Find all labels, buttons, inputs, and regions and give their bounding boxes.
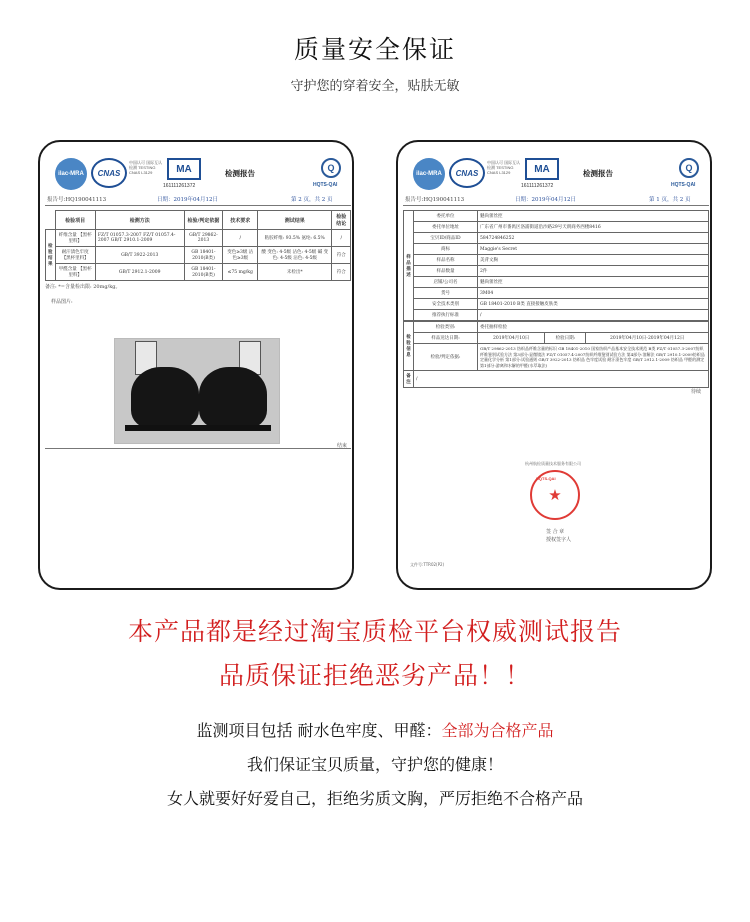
cnas-logo-icon: CNAS xyxy=(91,158,127,188)
table-cell: GB 18401-2010(B类) xyxy=(184,264,223,281)
table-cell: 魅尚蕾丝控 xyxy=(478,277,709,288)
table-cell: ≤75 mg/kg xyxy=(223,264,258,281)
table-cell: 耐汗渍色牢度 【黑杯里料】 xyxy=(55,247,95,264)
table-cell: 甲醛含量 【黑杯里料】 xyxy=(55,264,95,281)
promo-line-5: 女人就要好好爱自己，拒绝劣质文胸，严厉拒绝不合格产品 xyxy=(166,789,583,808)
table-cell: 商标 xyxy=(414,244,478,255)
table-cell: 3M04 xyxy=(478,288,709,299)
report-meta xyxy=(45,192,351,206)
cnas-logo-icon: CNAS xyxy=(449,158,485,188)
table-cell: 美背文胸 xyxy=(478,255,709,266)
table-cell: 符合 xyxy=(332,264,351,281)
table-cell: 样品数量 xyxy=(414,266,478,277)
table-cell: 宝贝ID/商品ID xyxy=(414,233,478,244)
table-row xyxy=(404,277,709,288)
cnas-text: 中国认可 国际互认 检测 TESTING CNAS L3129 xyxy=(487,160,521,175)
table-header: 检测方法 xyxy=(95,211,184,230)
bra-cup-icon xyxy=(131,367,199,429)
table-cell: 广东省广州市番禺区洛浦街道沿沙路29号天朗商务西楼8416 xyxy=(478,222,709,233)
table-header-row xyxy=(46,211,351,230)
table-row xyxy=(404,244,709,255)
organization-name: 杭州航检质量技术服务有限公司 xyxy=(525,461,581,466)
report-document xyxy=(403,154,709,395)
side-label: 检验结果 xyxy=(46,230,56,281)
table-row xyxy=(404,222,709,233)
table-row xyxy=(404,322,709,333)
cma-logo-icon: MA xyxy=(167,158,201,180)
table-header: 检验/判定依据 xyxy=(184,211,223,230)
report-meta xyxy=(403,192,709,206)
sign-label: 签 合 章 xyxy=(546,529,565,535)
table-cell: 检验类别: xyxy=(414,322,478,333)
check-table xyxy=(403,321,709,388)
promo-headline-1: 本产品都是经过淘宝质检平台权威测试报告 xyxy=(127,617,622,646)
table-cell: 纤维含量 【黑杯里料】 xyxy=(55,230,95,247)
table-cell: 2019年04月10日-2019年04月12日 xyxy=(586,333,709,344)
test-report-page-1 xyxy=(396,140,712,590)
hqts-logo-text: HQTS-QAI xyxy=(671,182,696,188)
table-cell: 委托单位地址 xyxy=(414,222,478,233)
table-row xyxy=(404,266,709,277)
table-cell: 粘胶纤维: 93.5% 氨纶: 6.5% xyxy=(258,230,332,247)
table-cell: 货号 xyxy=(414,288,478,299)
cma-logo-icon: MA xyxy=(525,158,559,180)
ilac-logo-icon: ilac-MRA xyxy=(413,158,445,190)
table-header: 技术要求 xyxy=(223,211,258,230)
promo-line-3-text: 监测项目包括 耐水色牢度、甲醛： xyxy=(196,721,442,740)
bra-band-icon xyxy=(125,425,271,431)
table-row xyxy=(404,299,709,310)
side-label: 备注 xyxy=(404,371,414,388)
page-title: 质量安全保证 xyxy=(293,35,456,64)
table-cell: 2019年04月10日 xyxy=(478,333,545,344)
test-report-page-2 xyxy=(38,140,354,590)
seal-text: HQTS-QAI xyxy=(536,476,556,481)
report-header-logos xyxy=(45,154,351,192)
table-cell: 安全技术类别 xyxy=(414,299,478,310)
side-label: 检验信息 xyxy=(404,322,414,371)
divider xyxy=(45,448,351,449)
table-cell: 未检出* xyxy=(258,264,332,281)
table-row xyxy=(404,211,709,222)
table-row xyxy=(46,230,351,247)
hqts-logo-icon: Q xyxy=(321,158,341,178)
table-cell: GB 18401-2010 B类 直接接触皮肤类 xyxy=(478,299,709,310)
table-row xyxy=(404,344,709,371)
promo-line-3 xyxy=(0,718,750,741)
table-cell: GB/T 29862-2013 xyxy=(184,230,223,247)
table-cell: 样品名称 xyxy=(414,255,478,266)
table-cell: 魅尚蕾丝控 xyxy=(478,211,709,222)
table-row xyxy=(404,310,709,321)
table-row xyxy=(404,233,709,244)
table-cell: 检验日期: xyxy=(545,333,586,344)
table-cell: / xyxy=(223,230,258,247)
report-title: 检测报告 xyxy=(583,169,613,178)
cma-number: 161111261372 xyxy=(163,183,196,189)
sample-table xyxy=(403,210,709,321)
promo-line-4: 我们保证宝贝质量，守护您的健康！ xyxy=(246,755,503,774)
page-subtitle: 守护您的穿着安全，贴肤无敏 xyxy=(290,79,460,94)
report-header-logos xyxy=(403,154,709,192)
report-note: 备注: *=含量检出限: 20mg/kg。 xyxy=(45,284,121,290)
signatory: 授权签字人 xyxy=(546,537,572,543)
promo-headline-2: 品质保证拒绝恶劣产品！！ xyxy=(218,661,531,690)
table-row xyxy=(404,371,709,388)
footer-number: 文件号:TTR02(P2) xyxy=(410,562,445,567)
bra-cup-icon xyxy=(199,367,267,429)
table-cell: GB 18401-2010(B类) xyxy=(184,247,223,264)
report-document xyxy=(45,154,351,449)
report-title: 检测报告 xyxy=(225,169,255,178)
report-number: 报告号:HQ190041113 xyxy=(405,197,465,203)
table-cell: / xyxy=(332,230,351,247)
report-page: 第 1 页，共 2 页 xyxy=(649,197,691,203)
table-cell: 委托单位 xyxy=(414,211,478,222)
cnas-text: 中国认可 国际互认 检测 TESTING CNAS L3129 xyxy=(129,160,163,175)
table-cell: 2件 xyxy=(478,266,709,277)
table-cell: 推荐执行标准 xyxy=(414,310,478,321)
table-cell: 店铺/公司名 xyxy=(414,277,478,288)
table-cell: GB/T 2912.1-2009 xyxy=(95,264,184,281)
report-number: 报告号:HQ190041113 xyxy=(47,197,107,203)
table-header: 检验结论 xyxy=(332,211,351,230)
table-cell: 委托抽样检验 xyxy=(478,322,709,333)
table-cell: 检验/判定依据: xyxy=(414,344,478,371)
table-cell: 符合 xyxy=(332,247,351,264)
table-row xyxy=(46,247,351,264)
report-date: 日期：2019年04月12日 xyxy=(157,197,218,203)
table-cell: GB/T 29862-2013 纺织品纤维含量的标识 GB 18401-2010 国家纺织产品基本安全技术规范 B类 FZ/T 01057.3-2007纺织纤维鉴别试验方法 第3部分:显微镜法 FZ/T 01057.4-2007纺织纤维鉴别试验方法 第4部分:溶解法 GB/T 2910.1-2009纺织品 定量化学分析 第1部分:试验通则 GB/T 3922-2013 纺织品 色牢度试验 耐汗渍色牢度 GB/T 2912.1-2009 纺织品 甲醛的测定 第1部分:游离和水解的甲醛(水萃取法) xyxy=(478,344,709,371)
table-header: 测试结果 xyxy=(258,211,332,230)
table-cell: 584724846252 xyxy=(478,233,709,244)
official-seal-icon: ★ xyxy=(530,470,580,520)
sample-photo xyxy=(114,338,280,444)
table-row xyxy=(46,264,351,281)
table-cell: / xyxy=(414,371,709,388)
table-cell: 样品送达日期: xyxy=(414,333,478,344)
table-row xyxy=(404,288,709,299)
side-label: 样品描述 xyxy=(404,211,414,321)
table-cell: FZ/T 01057.3-2007 FZ/T 01057.4-2007 GB/T 2910.1-2009 xyxy=(95,230,184,247)
table-cell: / xyxy=(478,310,709,321)
report-page: 第 2 页，共 2 页 xyxy=(291,197,333,203)
result-table xyxy=(45,210,351,281)
table-row xyxy=(404,333,709,344)
ilac-logo-icon: ilac-MRA xyxy=(55,158,87,190)
table-cell: Maggie's Secret xyxy=(478,244,709,255)
promo-line-3-highlight: 全部为合格产品 xyxy=(441,721,554,740)
continued-label: 待续 xyxy=(690,389,701,395)
hqts-logo-text: HQTS-QAI xyxy=(313,182,338,188)
table-cell: GB/T 3922-2013 xyxy=(95,247,184,264)
cma-number: 161111261372 xyxy=(521,183,554,189)
table-row xyxy=(404,255,709,266)
hqts-logo-icon: Q xyxy=(679,158,699,178)
table-cell: 酸 变色: 4-5级 沾色: 4-5级 碱 变色: 4-5级 沾色: 4-5级 xyxy=(258,247,332,264)
signature-block xyxy=(546,528,571,544)
report-date: 日期：2019年04月12日 xyxy=(515,197,576,203)
table-cell: 变色≥3级 沾色≥3级 xyxy=(223,247,258,264)
photo-label: 样品图片: xyxy=(51,299,73,305)
table-header: 检验项目 xyxy=(55,211,95,230)
end-label: 结束 xyxy=(337,443,348,449)
